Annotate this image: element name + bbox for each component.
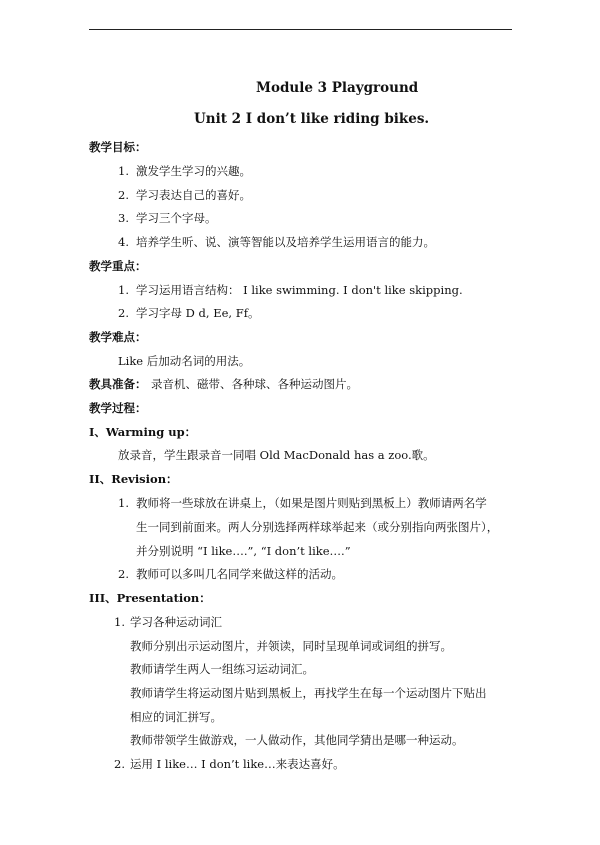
process-heading: 教学过程： <box>89 401 147 415</box>
revision-item-text: 教师将一些球放在讲桌上，（如果是图片则贴到黑板上）教师请两名学 <box>136 496 487 510</box>
key-point-num: 1. <box>118 283 129 297</box>
presentation-item-title: 学习各种运动词汇 <box>130 615 222 629</box>
revision-item-text: 教师可以多叫几名同学来做这样的活动。 <box>136 567 343 581</box>
goal-item-text: 学习三个字母。 <box>136 211 217 225</box>
revision-item-num: 1. <box>118 496 129 510</box>
warmup-text: 放录音，学生跟录音一同唱 Old MacDonald has a zoo.歌。 <box>118 448 435 462</box>
goal-item-text: 培养学生听、说、演等智能以及培养学生运用语言的能力。 <box>136 235 435 249</box>
revision-item-text: 并分别说明 “I like….”, “I don’t like….” <box>136 544 351 558</box>
unit-title: Unit 2 I don’t like riding bikes. <box>194 111 430 127</box>
presentation-line: 教师请学生两人一组练习运动词汇。 <box>130 662 314 676</box>
presentation-line: 教师带领学生做游戏，一人做动作，其他同学猜出是哪一种运动。 <box>130 733 464 747</box>
presentation-heading: III、Presentation： <box>89 591 211 605</box>
revision-item-num: 2. <box>118 567 129 581</box>
key-point-num: 2. <box>118 306 129 320</box>
presentation-item-num: 1. <box>114 615 125 629</box>
presentation-item-text: 运用 I like… I don’t like…来表达喜好。 <box>130 757 345 771</box>
goal-item-num: 4. <box>118 235 129 249</box>
warmup-heading: I、Warming up： <box>89 425 197 439</box>
difficulties-heading: 教学难点： <box>89 330 147 344</box>
presentation-line: 相应的词汇拼写。 <box>130 710 222 724</box>
difficulties-text: Like 后加动名词的用法。 <box>118 354 251 368</box>
goals-heading: 教学目标： <box>89 140 147 154</box>
key-point-text: 学习字母 D d, Ee, Ff。 <box>136 306 260 320</box>
presentation-line: 教师分别出示运动图片，并领读，同时呈现单词或词组的拼写。 <box>130 639 452 653</box>
presentation-item-num: 2. <box>114 757 125 771</box>
materials-heading: 教具准备： <box>89 377 147 391</box>
key-points-heading: 教学重点： <box>89 259 147 273</box>
revision-heading: II、Revision： <box>89 472 178 486</box>
goal-item-text: 学习表达自己的喜好。 <box>136 188 251 202</box>
revision-item-text: 生一同到前面来。两人分别选择两样球举起来（或分别指向两张图片）， <box>136 520 499 534</box>
goal-item-num: 3. <box>118 211 129 225</box>
goal-item-text: 激发学生学习的兴趣。 <box>136 164 251 178</box>
goal-item-num: 1. <box>118 164 129 178</box>
presentation-line: 教师请学生将运动图片贴到黑板上，再找学生在每一个运动图片下贴出 <box>130 686 487 700</box>
key-point-text: 学习运用语言结构： I like swimming. I don't like skipping. <box>136 283 463 297</box>
goal-item-num: 2. <box>118 188 129 202</box>
module-title: Module 3 Playground <box>256 80 419 96</box>
header-rule <box>89 29 512 30</box>
materials-text: 录音机、磁带、各种球、各种运动图片。 <box>151 377 358 391</box>
